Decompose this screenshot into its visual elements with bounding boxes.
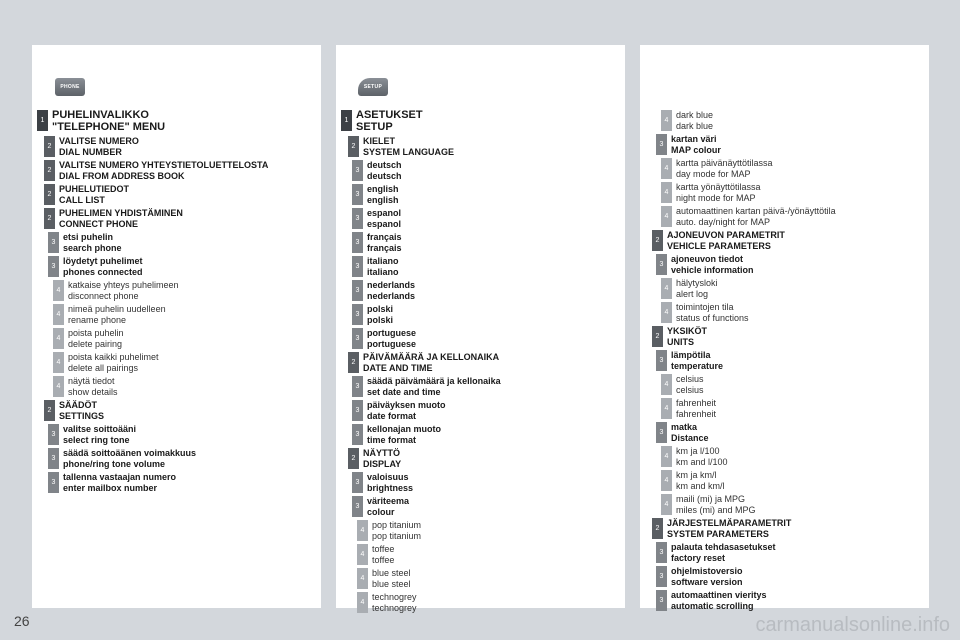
level-badge: 2 — [348, 448, 359, 469]
level-badge: 1 — [341, 110, 352, 131]
label-finnish: polski — [367, 304, 394, 314]
level-badge: 4 — [357, 592, 368, 613]
label-finnish: näytä tiedot — [68, 376, 115, 386]
label-finnish: celsius — [676, 374, 704, 384]
label-finnish: nederlands — [367, 280, 416, 290]
label-english: blue steel — [372, 579, 411, 589]
label-finnish: maili (mi) ja MPG — [676, 494, 745, 504]
label-english: phones connected — [63, 267, 143, 277]
menu-item-text — [59, 400, 104, 422]
menu-item-text — [671, 254, 754, 276]
label-english: time format — [367, 435, 417, 445]
label-finnish: väriteema — [367, 496, 410, 506]
label-finnish: français — [367, 232, 402, 242]
menu-item-text — [68, 328, 124, 350]
level-badge: 3 — [352, 400, 363, 421]
label-finnish: blue steel — [372, 568, 411, 578]
level-badge: 2 — [44, 184, 55, 205]
label-english: portuguese — [367, 339, 417, 349]
level-badge: 2 — [652, 230, 663, 251]
label-english: enter mailbox number — [63, 483, 158, 493]
phone-icon: PHONE — [55, 78, 85, 96]
level-badge: 4 — [661, 494, 672, 515]
label-finnish: PUHELINVALIKKO — [52, 109, 149, 121]
label-finnish: kartan väri — [671, 134, 717, 144]
label-english: pop titanium — [372, 531, 422, 541]
label-english: dark blue — [676, 121, 714, 131]
menu-item-text — [68, 376, 118, 398]
level-badge: 2 — [348, 352, 359, 373]
level-badge: 3 — [352, 472, 363, 493]
menu-item-text — [367, 160, 402, 182]
label-english: software version — [671, 577, 743, 587]
level-badge: 4 — [53, 352, 64, 373]
label-english: "TELEPHONE" MENU — [52, 121, 166, 133]
level-badge: 4 — [661, 110, 672, 131]
menu-item-text — [367, 400, 446, 422]
menu-item-text — [676, 182, 761, 204]
label-english: deutsch — [367, 171, 402, 181]
label-finnish: kartta yönäyttötilassa — [676, 182, 761, 192]
label-english: UNITS — [667, 337, 694, 347]
label-english: set date and time — [367, 387, 441, 397]
level-badge: 3 — [48, 472, 59, 493]
label-finnish: technogrey — [372, 592, 417, 602]
level-badge: 2 — [44, 136, 55, 157]
label-finnish: YKSIKÖT — [667, 326, 708, 336]
menu-item-text — [676, 470, 725, 492]
label-finnish: automaattinen vieritys — [671, 590, 767, 600]
menu-item-text — [671, 350, 723, 372]
level-badge: 4 — [661, 470, 672, 491]
level-badge: 4 — [53, 376, 64, 397]
menu-item-text — [367, 328, 416, 350]
label-english: français — [367, 243, 402, 253]
label-finnish: NÄYTTÖ — [363, 448, 400, 458]
label-english: nederlands — [367, 291, 416, 301]
label-english: auto. day/night for MAP — [676, 217, 771, 227]
label-finnish: tallenna vastaajan numero — [63, 472, 177, 482]
label-finnish: VALITSE NUMERO — [59, 136, 139, 146]
level-badge: 2 — [44, 400, 55, 421]
label-english: SETTINGS — [59, 411, 105, 421]
menu-item-text — [367, 472, 413, 494]
label-finnish: löydetyt puhelimet — [63, 256, 143, 266]
label-english: delete pairing — [68, 339, 123, 349]
label-english: SYSTEM PARAMETERS — [667, 529, 769, 539]
menu-item-text — [367, 496, 409, 518]
label-english: rename phone — [68, 315, 127, 325]
level-badge: 4 — [53, 304, 64, 325]
menu-item-text — [367, 304, 393, 326]
label-finnish: etsi puhelin — [63, 232, 114, 242]
label-finnish: PUHELUTIEDOT — [59, 184, 130, 194]
label-finnish: fahrenheit — [676, 398, 717, 408]
level-badge: 3 — [48, 424, 59, 445]
menu-item-text — [676, 398, 716, 420]
level-badge: 3 — [352, 424, 363, 445]
label-finnish: pop titanium — [372, 520, 422, 530]
menu-item-text — [671, 134, 721, 156]
label-english: polski — [367, 315, 394, 325]
level-badge: 3 — [352, 160, 363, 181]
menu-item-text — [367, 280, 415, 302]
menu-panel-phone — [32, 45, 321, 608]
menu-item-text — [367, 184, 399, 206]
label-english: colour — [367, 507, 395, 517]
menu-item-text — [52, 109, 165, 133]
menu-item-text — [63, 424, 136, 446]
label-finnish: KIELET — [363, 136, 396, 146]
label-finnish: säädä soittoäänen voimakkuus — [63, 448, 197, 458]
menu-item-text — [363, 136, 454, 158]
menu-item-text — [68, 352, 159, 374]
level-badge: 3 — [656, 590, 667, 611]
label-english: toffee — [372, 555, 395, 565]
label-finnish: VALITSE NUMERO YHTEYSTIETOLUETTELOSTA — [59, 160, 269, 170]
menu-item-text — [363, 352, 499, 374]
label-finnish: ASETUKSET — [356, 109, 423, 121]
menu-item-text — [676, 158, 773, 180]
label-english: day mode for MAP — [676, 169, 751, 179]
label-finnish: valoisuus — [367, 472, 409, 482]
label-english: MAP colour — [671, 145, 721, 155]
label-finnish: päiväyksen muoto — [367, 400, 446, 410]
label-english: Distance — [671, 433, 709, 443]
menu-item-text — [372, 520, 421, 542]
label-finnish: kartta päivänäyttötilassa — [676, 158, 773, 168]
menu-item-text — [367, 376, 501, 398]
level-badge: 3 — [48, 256, 59, 277]
label-english: fahrenheit — [676, 409, 717, 419]
label-finnish: ajoneuvon tiedot — [671, 254, 743, 264]
level-badge: 3 — [352, 496, 363, 517]
level-badge: 3 — [352, 184, 363, 205]
level-badge: 4 — [661, 278, 672, 299]
page-number: 26 — [14, 613, 30, 629]
label-english: CALL LIST — [59, 195, 105, 205]
level-badge: 4 — [661, 398, 672, 419]
menu-item-text — [63, 256, 143, 278]
menu-item-text — [367, 232, 402, 254]
label-finnish: ohjelmistoversio — [671, 566, 743, 576]
menu-item-text — [372, 544, 394, 566]
level-badge: 4 — [661, 302, 672, 323]
label-finnish: AJONEUVON PARAMETRIT — [667, 230, 785, 240]
label-english: phone/ring tone volume — [63, 459, 166, 469]
level-badge: 3 — [656, 566, 667, 587]
level-badge: 2 — [348, 136, 359, 157]
menu-item-text — [667, 518, 791, 540]
menu-item-text — [367, 208, 401, 230]
menu-item-text — [59, 160, 268, 182]
label-english: SYSTEM LANGUAGE — [363, 147, 455, 157]
menu-item-text — [671, 422, 709, 444]
menu-item-text — [372, 592, 417, 614]
level-badge: 3 — [352, 280, 363, 301]
menu-item-text — [667, 326, 707, 348]
menu-item-text — [68, 304, 166, 326]
level-badge: 3 — [352, 328, 363, 349]
menu-item-text — [676, 206, 836, 228]
label-english: automatic scrolling — [671, 601, 754, 611]
level-badge: 1 — [37, 110, 48, 131]
label-finnish: säädä päivämäärä ja kellonaika — [367, 376, 501, 386]
menu-item-text — [59, 184, 129, 206]
menu-item-text — [367, 256, 399, 278]
watermark: carmanualsonline.info — [755, 614, 950, 636]
label-english: km and km/l — [676, 481, 725, 491]
label-finnish: toffee — [372, 544, 395, 554]
level-badge: 2 — [44, 160, 55, 181]
menu-item-text — [63, 232, 122, 254]
level-badge: 4 — [661, 374, 672, 395]
label-english: espanol — [367, 219, 402, 229]
level-badge: 3 — [352, 232, 363, 253]
level-badge: 4 — [357, 544, 368, 565]
level-badge: 2 — [44, 208, 55, 229]
label-finnish: poista puhelin — [68, 328, 124, 338]
label-english: status of functions — [676, 313, 749, 323]
level-badge: 4 — [661, 158, 672, 179]
label-finnish: portuguese — [367, 328, 417, 338]
level-badge: 4 — [661, 182, 672, 203]
menu-item-text — [676, 494, 756, 516]
menu-item-text — [367, 424, 441, 446]
label-english: celsius — [676, 385, 704, 395]
menu-item-text — [671, 566, 743, 588]
label-english: technogrey — [372, 603, 417, 613]
label-english: km and l/100 — [676, 457, 728, 467]
label-finnish: automaattinen kartan päivä-/yönäyttötila — [676, 206, 836, 216]
label-english: search phone — [63, 243, 122, 253]
label-finnish: english — [367, 184, 399, 194]
label-english: DIAL FROM ADDRESS BOOK — [59, 171, 185, 181]
menu-panel-setup — [336, 45, 625, 613]
menu-item-text — [59, 208, 183, 230]
label-finnish: PUHELIMEN YHDISTÄMINEN — [59, 208, 183, 218]
label-english: delete all pairings — [68, 363, 139, 373]
level-badge: 3 — [656, 134, 667, 155]
menu-item-text — [372, 568, 411, 590]
label-english: DIAL NUMBER — [59, 147, 122, 157]
label-finnish: italiano — [367, 256, 399, 266]
menu-item-text — [63, 472, 176, 494]
label-english: alert log — [676, 289, 709, 299]
label-finnish: toimintojen tila — [676, 302, 734, 312]
label-finnish: dark blue — [676, 110, 714, 120]
level-badge: 3 — [352, 376, 363, 397]
label-finnish: SÄÄDÖT — [59, 400, 97, 410]
label-finnish: poista kaikki puhelimet — [68, 352, 159, 362]
level-badge: 4 — [357, 520, 368, 541]
menu-item-text — [676, 302, 749, 324]
label-finnish: nimeä puhelin uudelleen — [68, 304, 166, 314]
level-badge: 4 — [661, 446, 672, 467]
level-badge: 2 — [652, 326, 663, 347]
label-english: DATE AND TIME — [363, 363, 433, 373]
level-badge: 3 — [656, 350, 667, 371]
level-badge: 3 — [656, 422, 667, 443]
menu-item-text — [667, 230, 785, 252]
level-badge: 4 — [357, 568, 368, 589]
menu-item-text — [676, 374, 704, 396]
level-badge: 3 — [656, 254, 667, 275]
label-finnish: valitse soittoääni — [63, 424, 137, 434]
label-finnish: katkaise yhteys puhelimeen — [68, 280, 179, 290]
label-english: disconnect phone — [68, 291, 139, 301]
label-english: DISPLAY — [363, 459, 402, 469]
label-finnish: hälytysloki — [676, 278, 718, 288]
level-badge: 3 — [352, 208, 363, 229]
label-finnish: espanol — [367, 208, 402, 218]
label-english: date format — [367, 411, 417, 421]
menu-item-text — [676, 110, 713, 132]
menu-item-text — [63, 448, 196, 470]
label-finnish: palauta tehdasasetukset — [671, 542, 776, 552]
level-badge: 4 — [661, 206, 672, 227]
level-badge: 3 — [656, 542, 667, 563]
level-badge: 4 — [53, 328, 64, 349]
label-finnish: PÄIVÄMÄÄRÄ JA KELLONAIKA — [363, 352, 500, 362]
level-badge: 3 — [352, 256, 363, 277]
label-english: select ring tone — [63, 435, 130, 445]
label-finnish: JÄRJESTELMÄPARAMETRIT — [667, 518, 792, 528]
label-english: show details — [68, 387, 118, 397]
label-finnish: matka — [671, 422, 698, 432]
label-finnish: km ja l/100 — [676, 446, 720, 456]
label-english: factory reset — [671, 553, 726, 563]
label-finnish: deutsch — [367, 160, 402, 170]
menu-item-text — [676, 278, 718, 300]
menu-item-text — [676, 446, 728, 468]
menu-item-text — [363, 448, 401, 470]
label-english: night mode for MAP — [676, 193, 756, 203]
level-badge: 3 — [352, 304, 363, 325]
label-english: SETUP — [356, 121, 393, 133]
label-english: brightness — [367, 483, 414, 493]
label-english: temperature — [671, 361, 724, 371]
label-english: vehicle information — [671, 265, 754, 275]
level-badge: 4 — [53, 280, 64, 301]
setup-icon: SETUP — [358, 78, 388, 96]
label-english: italiano — [367, 267, 399, 277]
level-badge: 3 — [48, 232, 59, 253]
label-english: CONNECT PHONE — [59, 219, 139, 229]
label-english: english — [367, 195, 399, 205]
level-badge: 3 — [48, 448, 59, 469]
menu-panel-continued — [640, 45, 929, 611]
label-english: miles (mi) and MPG — [676, 505, 756, 515]
menu-item-text — [59, 136, 139, 158]
menu-item-text — [68, 280, 179, 302]
level-badge: 2 — [652, 518, 663, 539]
label-finnish: kellonajan muoto — [367, 424, 442, 434]
label-english: VEHICLE PARAMETERS — [667, 241, 771, 251]
menu-item-text — [671, 542, 776, 564]
menu-item-text — [356, 109, 423, 133]
menu-item-text — [671, 590, 767, 612]
label-finnish: km ja km/l — [676, 470, 717, 480]
label-finnish: lämpötila — [671, 350, 711, 360]
